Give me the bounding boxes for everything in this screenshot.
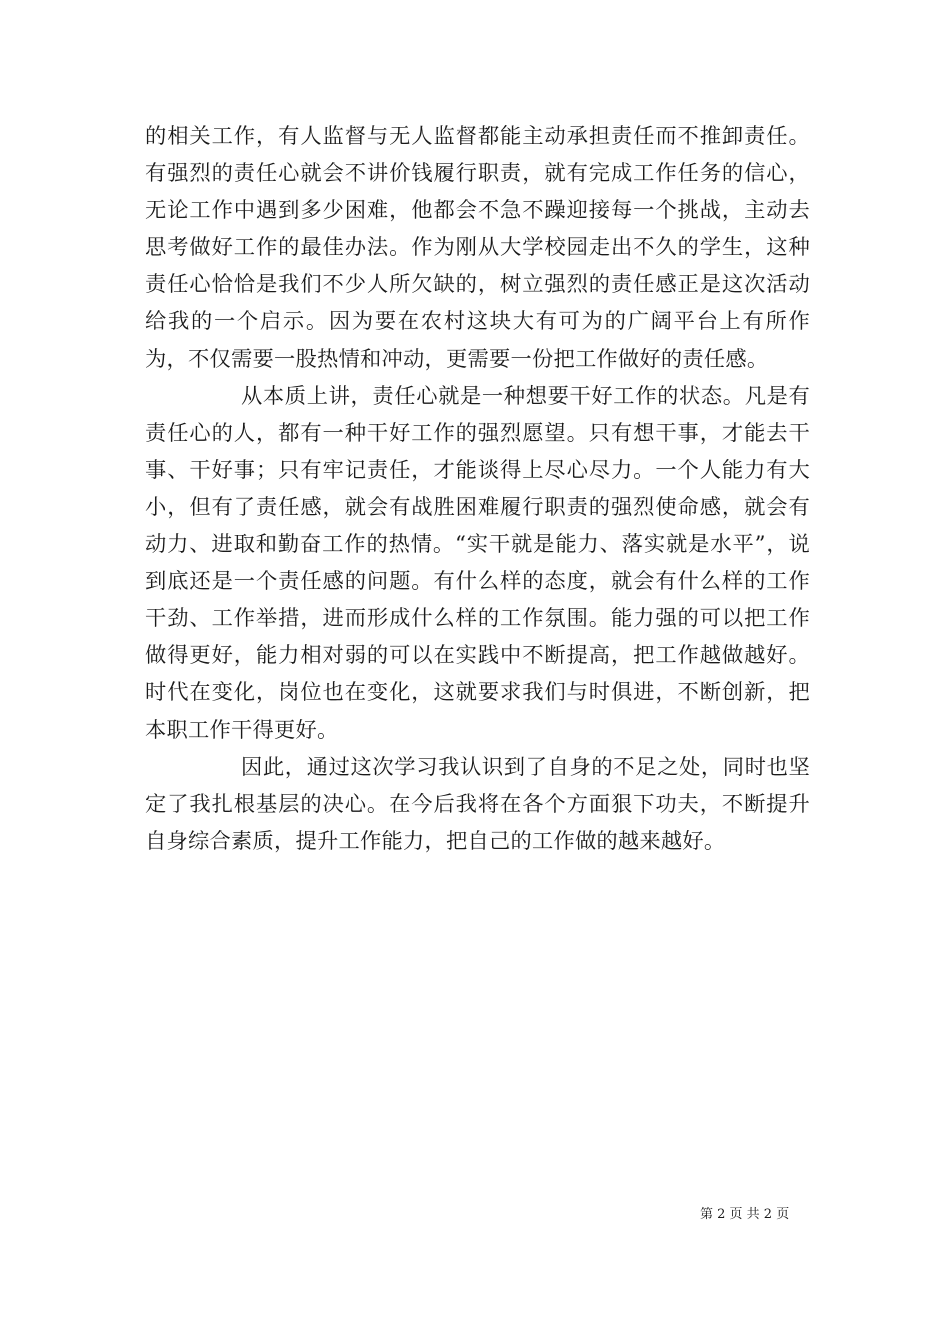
- page-number-footer: 第 2 页 共 2 页: [700, 1207, 790, 1222]
- paragraph-continuation: 的相关工作，有人监督与无人监督都能主动承担责任而不推卸责任。有强烈的责任心就会不讲价钱履行职责，就有完成工作任务的信心，无论工作中遇到多少困难，他都会不急不躁迎接每一个挑战，主动去思考做好工作的最佳办法。作为刚从大学校园走出不久的学生，这种责任心恰恰是我们不少人所欠缺的，树立强烈的责任感正是这次活动给我的一个启示。因为要在农村这块大有可为的广阔平台上有所作为，不仅需要一股热情和冲动，更需要一份把工作做好的责任感。: [145, 124, 810, 372]
- paragraph-responsibility-essence: 从本质上讲，责任心就是一种想要干好工作的状态。凡是有责任心的人，都有一种干好工作的强烈愿望。只有想干事，才能去干事、干好事；只有牢记责任，才能谈得上尽心尽力。一个人能力有大小，但有了责任感，就会有战胜困难履行职责的强烈使命感，就会有动力、进取和勤奋工作的热情。“实干就是能力、落实就是水平”，说到底还是一个责任感的问题。有什么样的态度，就会有什么样的工作干劲、工作举措，进而形成什么样的工作氛围。能力强的可以把工作做得更好，能力相对弱的可以在实践中不断提高，把工作越做越好。时代在变化，岗位也在变化，这就要求我们与时俱进，不断创新，把本职工作干得更好。: [145, 383, 810, 743]
- paragraph-conclusion: 因此，通过这次学习我认识到了自身的不足之处，同时也坚定了我扎根基层的决心。在今后我将在各个方面狠下功夫，不断提升自身综合素质，提升工作能力，把自己的工作做的越来越好。: [145, 754, 810, 854]
- document-body: [145, 118, 810, 860]
